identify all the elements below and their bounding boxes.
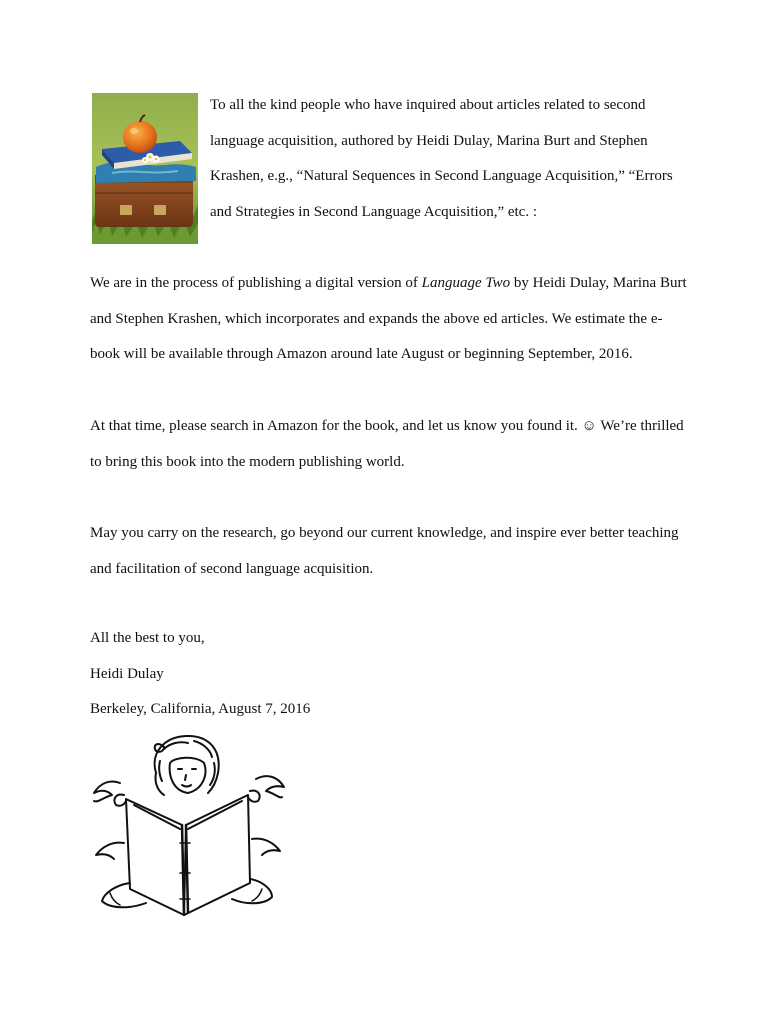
amazon-paragraph: At that time, please search in Amazon for the book, and let us know you found it. ☺ We’re thrilled to bring this book into the modern publishing world.: [90, 418, 684, 470]
closing-line: All the best to you,: [90, 630, 205, 646]
signature-place-date: Berkeley, California, August 7, 2016: [90, 701, 311, 717]
intro-paragraph: To all the kind people who have inquired about articles related to second language acquisition, authored by Heidi Dulay, Marina Burt and Stephen Krashen, e.g., “Natural Sequences in Second Language Acquisition,” “Errors and Strategies in Second Language Acquisition,” etc. :: [210, 97, 673, 220]
research-paragraph: May you carry on the research, go beyond our current knowledge, and inspire ever better teaching and facilitation of second language acquisition.: [90, 525, 679, 577]
publishing-text-after: by Heidi Dulay, Marina Burt and Stephen Krashen, which incorporates and expands the above ed articles. We estimate the e-book will be available through Amazon around late August or beginning September, 2016.: [90, 275, 687, 362]
apple-books-suitcase-photo: [92, 93, 198, 244]
reader-drawing: [90, 733, 286, 919]
photo-illustration: [92, 93, 198, 244]
publishing-paragraph: [90, 266, 690, 373]
girl-reading-book-illustration: [90, 733, 286, 919]
publishing-text-before: We are in the process of publishing a digital version of: [90, 275, 422, 291]
book-title: Language Two: [421, 275, 511, 291]
signature-name: Heidi Dulay: [90, 666, 164, 682]
